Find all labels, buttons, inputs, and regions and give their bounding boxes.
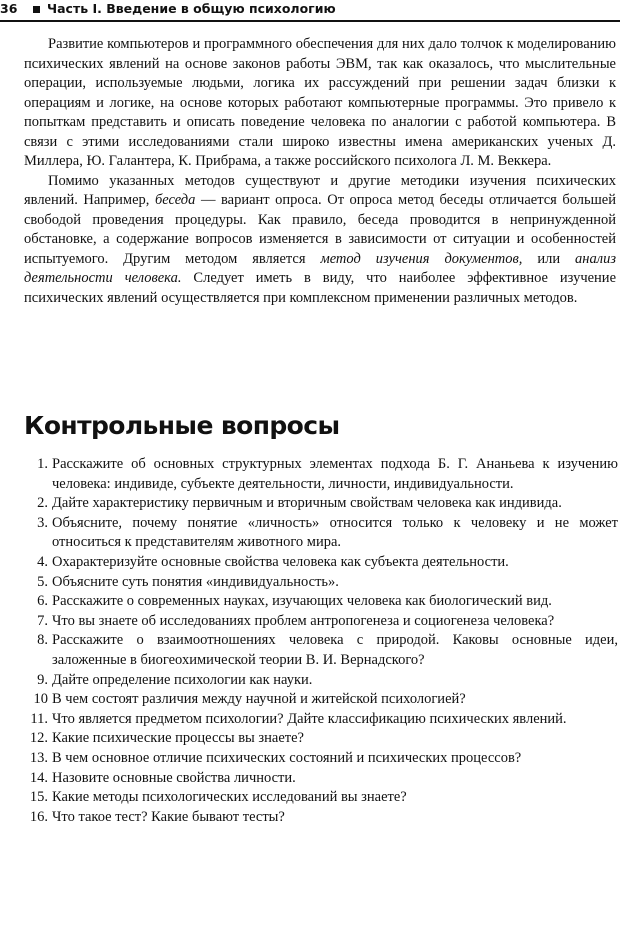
question-item [24, 671, 618, 691]
question-text: Назовите основные свойства личности. [52, 769, 296, 786]
question-text: Что такое тест? Какие бывают тесты? [52, 808, 285, 825]
question-number: 14. [29, 769, 48, 786]
question-text: Дайте определение психологии как науки. [52, 671, 313, 688]
question-text: В чем основное отличие психических состояний и психических процессов? [52, 749, 522, 766]
question-text: Какие психические процессы вы знаете? [52, 730, 304, 747]
question-text: Дайте характеристику первичным и вторичным свойствам человека как индивида. [52, 495, 562, 512]
question-text: Объясните суть понятия «индивидуальность». [52, 573, 339, 590]
body-text [24, 35, 616, 308]
question-item [24, 808, 618, 828]
question-text: Охарактеризуйте основные свойства человека как субъекта деятельности. [52, 553, 509, 570]
question-item [24, 690, 618, 710]
paragraph-text: Помимо указанных методов существуют и другие методики изучения психических явлений. Например, [24, 172, 616, 208]
question-number: 3. [37, 514, 48, 531]
question-number: 1. [37, 456, 48, 472]
question-text: Расскажите о современных науках, изучающих человека как биологический вид. [52, 593, 552, 610]
paragraph-text: Следует иметь в виду, что наиболее эффективное изучение психических явлений осуществляется при комплексном применении различных методов. [24, 270, 617, 306]
question-number: 4. [37, 553, 48, 570]
emphasis-conversation: беседа [154, 192, 196, 208]
question-number: 2. [37, 495, 48, 512]
question-number: 11. [30, 710, 48, 727]
paragraph-text: или [522, 250, 576, 267]
page-number: 36 [0, 1, 18, 16]
question-item [24, 729, 618, 749]
question-text: Объясните, почему понятие «личность» относится только к человеку и не может относиться к представителям животного мира. [52, 514, 618, 551]
questions-list [24, 455, 618, 827]
question-item [24, 769, 618, 789]
question-item [24, 592, 618, 612]
question-item [24, 749, 618, 769]
part-title: Часть I. Введение в общую психологию [47, 1, 336, 16]
section-heading: Контрольные вопросы [24, 411, 340, 440]
question-number: 13. [29, 749, 48, 766]
question-item [24, 612, 618, 632]
question-text: Какие методы психологических исследований вы знаете? [52, 789, 407, 806]
question-text: Расскажите о взаимоотношениях человека с природой. Каковы основные идеи, заложенные в биогеохимической теории В. И. Вернадского? [52, 632, 618, 668]
question-text: Расскажите об основных структурных элементах подхода Б. Г. Ананьева к изучению человека: индивиде, субъекте деятельности, личности, индивидуальности. [52, 456, 618, 492]
question-number: 15. [29, 789, 48, 806]
question-item [24, 573, 618, 593]
question-item [24, 631, 618, 670]
question-number: 7. [37, 612, 48, 629]
paragraph-computer-modeling: Развитие компьютеров и программного обеспечения для них дало толчок к моделированию психических явлений на основе законов работы ЭВМ, так как оказалось, что мыслительные операции, используемые людьми, логика их рассуждений при решении задач близки к операциям и логике, на основе которых работают компьютерные программы. Это привело к попыткам представить и описать поведение человека по аналогии с работой компьютера. В связи с этими исследованиями стали широко известны имена американских ученых Д. Миллера, Ю. Галантера, К. Прибрама, а также российского психолога Л. М. Веккера. [24, 36, 616, 169]
question-number: 10 [33, 691, 48, 708]
question-text: Что является предметом психологии? Дайте классификацию психических явлений. [52, 710, 567, 727]
question-number: 16. [29, 808, 48, 825]
question-number: 8. [37, 632, 48, 649]
question-text: Что вы знаете об исследованиях проблем антропогенеза и социогенеза человека? [52, 612, 555, 629]
question-item [24, 710, 618, 730]
question-number: 6. [37, 593, 48, 610]
question-item [24, 455, 618, 494]
question-text: В чем состоят различия между научной и житейской психологией? [52, 691, 466, 708]
paragraph-text: — вариант опроса. От опроса метод беседы отличается большей свободой проведения процедуры. Как правило, беседа проводится в непринужденной обстановке, а содержание вопросов изменяется в зависимости от ситуации и особенностей испытуемого. Другим методом является [24, 192, 617, 267]
question-number: 5. [37, 573, 48, 590]
question-number: 9. [37, 671, 48, 688]
emphasis-activity-analysis: анализ деятельности человека. [24, 250, 616, 286]
question-number: 12. [29, 730, 48, 747]
question-item [24, 788, 618, 808]
square-bullet-icon [33, 6, 40, 13]
running-header [0, 0, 620, 22]
question-item [24, 553, 618, 573]
paragraph-other-methods [24, 172, 616, 309]
question-item [24, 494, 618, 514]
emphasis-document-method: метод изучения документов, [320, 250, 523, 267]
question-item [24, 514, 618, 553]
